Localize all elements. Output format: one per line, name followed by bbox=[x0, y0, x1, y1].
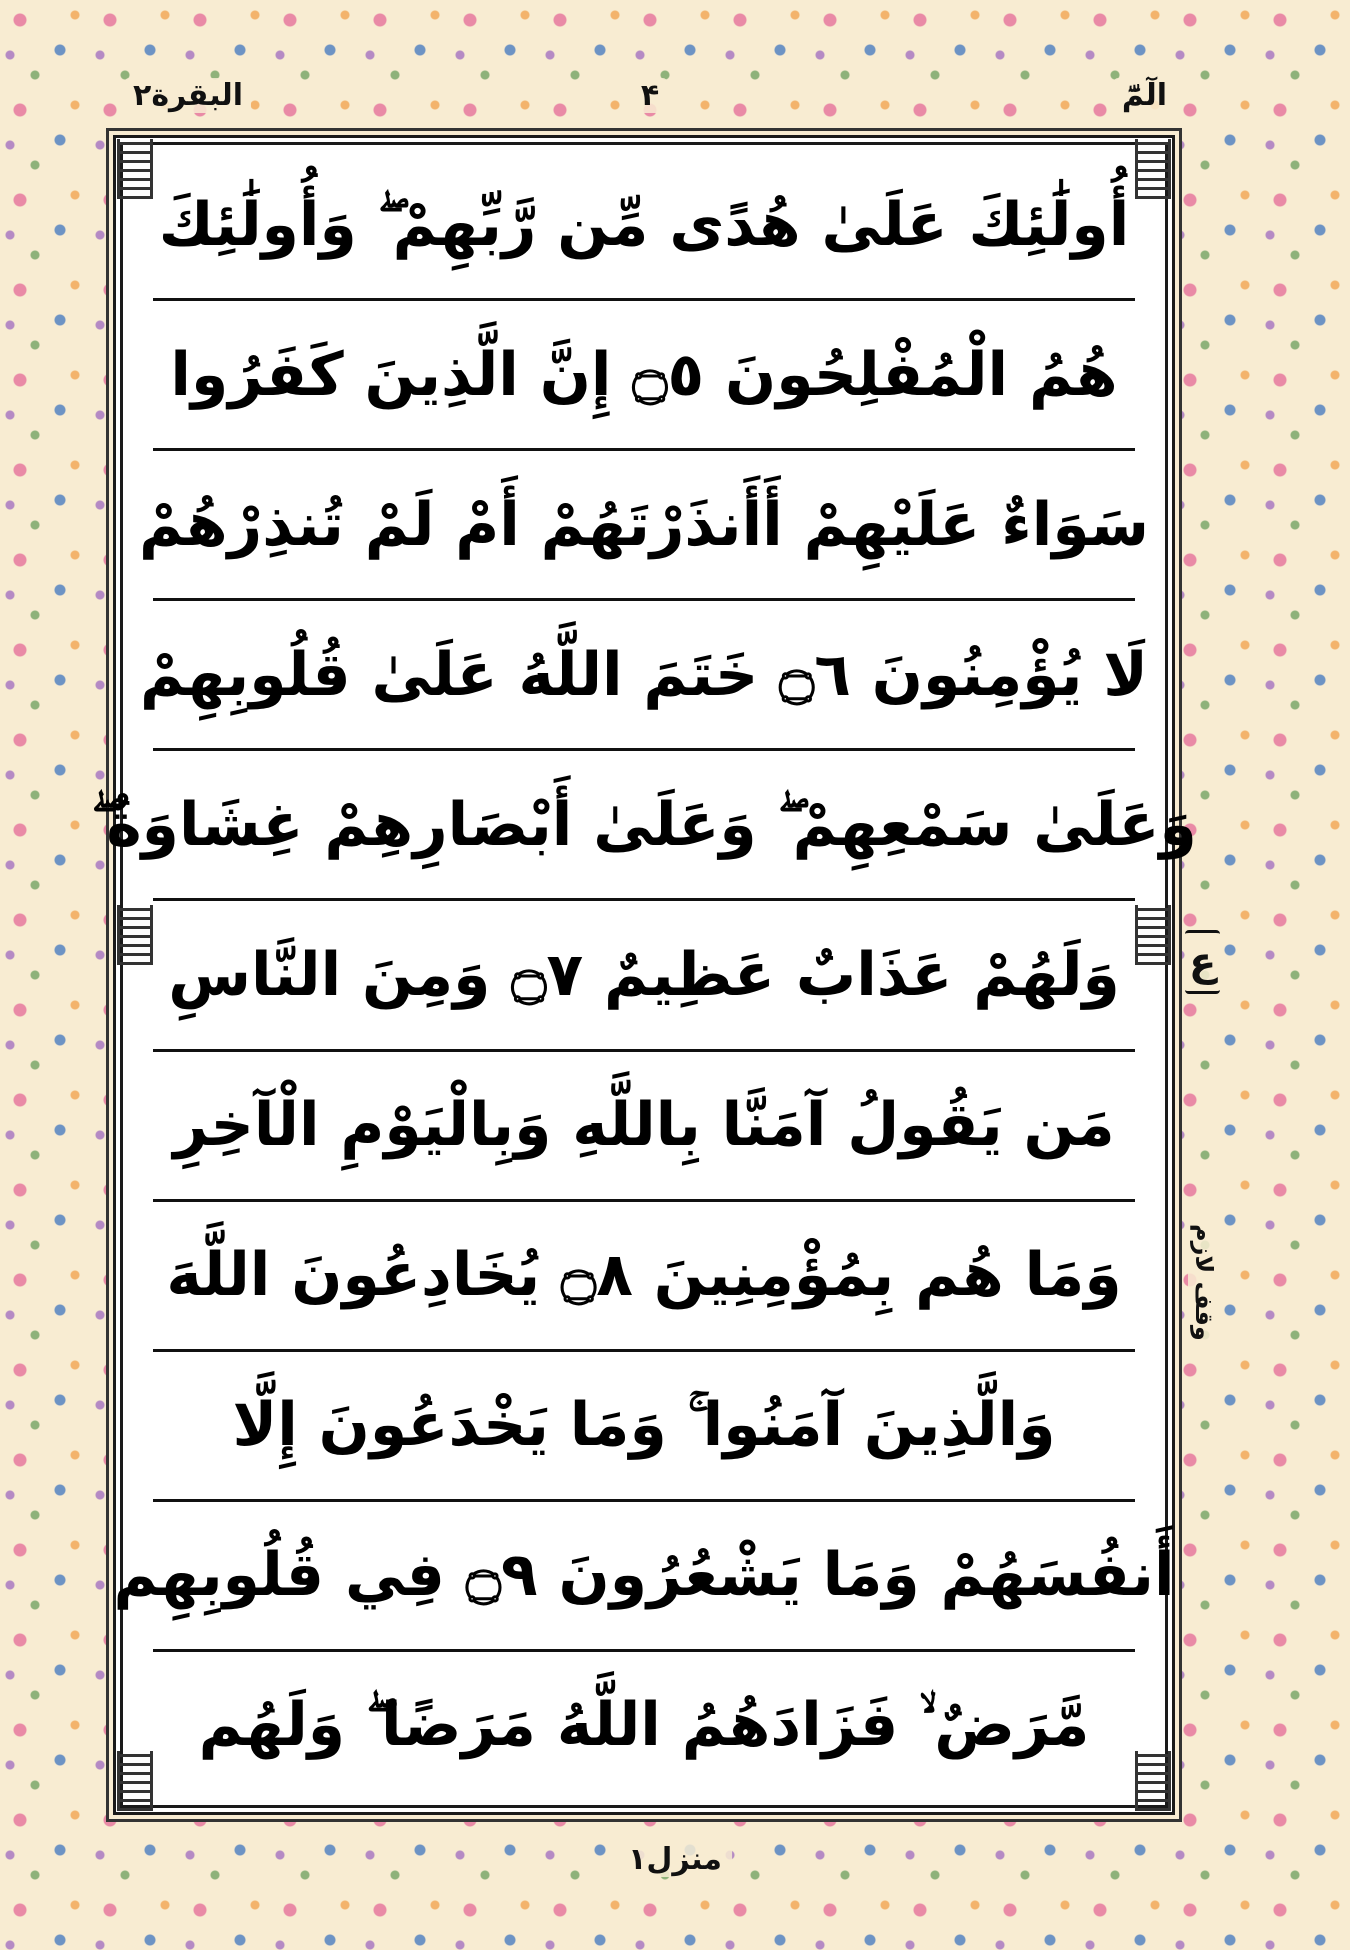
verse-line: وَعَلَىٰ سَمْعِهِمْ ۖ وَعَلَىٰ أَبْصَارِهِمْ غِشَاوَةٌ ۖ bbox=[153, 751, 1135, 901]
text-frame bbox=[91, 135, 1197, 1815]
verse-line: مَّرَضٌ ۙ فَزَادَهُمُ اللَّهُ مَرَضًا ۖ وَلَهُم bbox=[198, 1690, 1090, 1761]
verse-line: هُمُ الْمُفْلِحُونَ ۝٥ إِنَّ الَّذِينَ كَفَرُوا bbox=[153, 301, 1135, 451]
verse-line: وَالَّذِينَ آمَنُوا ۚ وَمَا يَخْدَعُونَ إِلَّا bbox=[153, 1352, 1135, 1502]
frame-ornament-icon bbox=[1135, 1751, 1171, 1811]
manzil-footer: منزل۱ bbox=[618, 1842, 732, 1877]
frame-ornament-icon bbox=[1135, 139, 1171, 199]
surah-name: البقرة۲ bbox=[125, 78, 251, 113]
page-header bbox=[125, 78, 1175, 128]
verse-lines bbox=[91, 151, 1197, 1799]
verse-line: سَوَاءٌ عَلَيْهِمْ أَأَنذَرْتَهُمْ أَمْ لَمْ تُنذِرْهُمْ bbox=[153, 451, 1135, 601]
juz-name: الٓمّٓ bbox=[1114, 78, 1175, 113]
verse-line: أُولَٰئِكَ عَلَىٰ هُدًى مِّن رَّبِّهِمْ ۖ وَأُولَٰئِكَ bbox=[153, 151, 1135, 301]
frame-ornament-icon bbox=[117, 139, 153, 199]
verse-line: أَنفُسَهُمْ وَمَا يَشْعُرُونَ ۝٩ فِي قُلُوبِهِم bbox=[153, 1502, 1135, 1652]
frame-ornament-icon bbox=[117, 1751, 153, 1811]
verse-line: لَا يُؤْمِنُونَ ۝٦ خَتَمَ اللَّهُ عَلَىٰ قُلُوبِهِمْ bbox=[153, 601, 1135, 751]
waqf-note: وقف لازم bbox=[1188, 1220, 1220, 1345]
ruku-marker: ع bbox=[1185, 930, 1220, 994]
verse-line: وَلَهُمْ عَذَابٌ عَظِيمٌ ۝٧ وَمِنَ النَّاسِ bbox=[153, 901, 1135, 1051]
frame-ornament-icon bbox=[1135, 905, 1171, 965]
verse-line: وَمَا هُم بِمُؤْمِنِينَ ۝٨ يُخَادِعُونَ اللَّهَ bbox=[153, 1202, 1135, 1352]
frame-ornament-icon bbox=[117, 905, 153, 965]
verse-line: مَن يَقُولُ آمَنَّا بِاللَّهِ وَبِالْيَوْمِ الْآخِرِ bbox=[153, 1052, 1135, 1202]
page-number: ۴ bbox=[633, 78, 667, 113]
